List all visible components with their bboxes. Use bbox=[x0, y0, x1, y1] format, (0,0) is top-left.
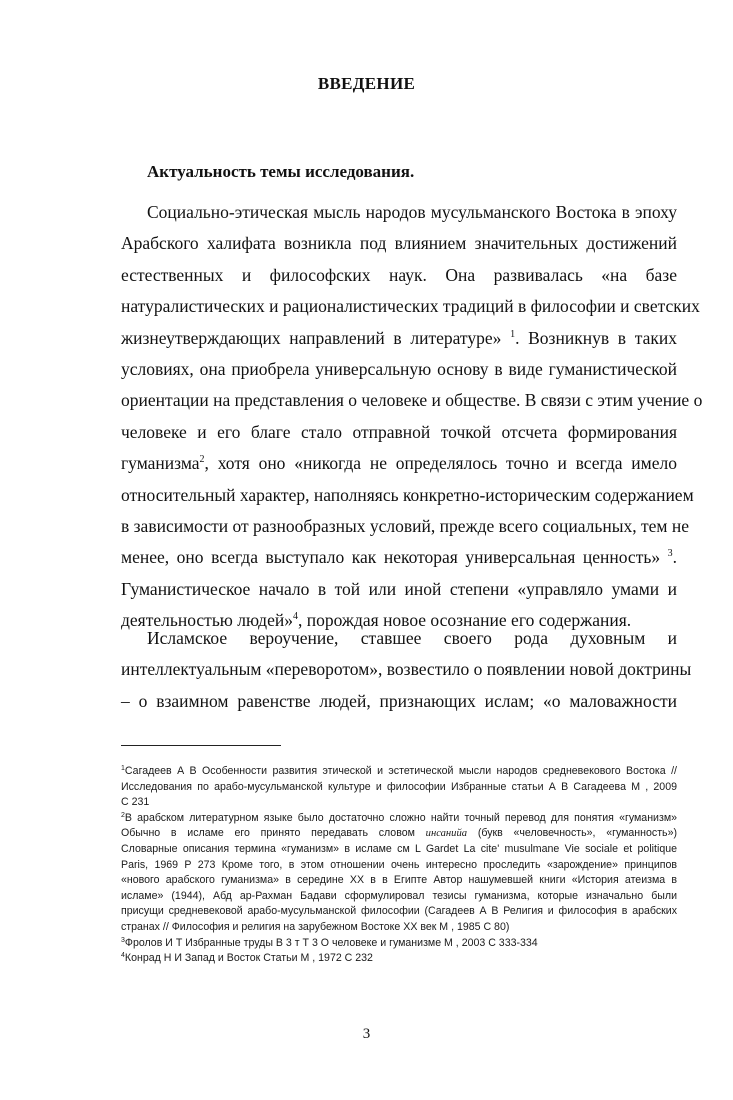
page-title: ВВЕДЕНИЕ bbox=[317, 74, 416, 93]
text-line: Исламское вероучение, ставшее своего рода духовным и bbox=[147, 628, 677, 648]
text-line: Арабского халифата возникла под влиянием значительных достижений bbox=[121, 233, 677, 254]
footnote-line: Словарные описания термина «гуманизм» в исламе см L Gardet La cite' musulmane Vie sociale et politique bbox=[121, 842, 677, 855]
footnote-4: $^4$Конрад Н И Запад и Восток Статьи М , 1972 С 232 bbox=[121, 952, 373, 965]
footnote-line: Обычно в исламе его принято передавать словом инсанийа (букв «человечность», «гуманность») bbox=[121, 827, 677, 840]
footnote-3: $^3$Фролов И Т Избранные труды В 3 т Т 3 О человеке и гуманизме М , 2003 С 333-334 bbox=[121, 936, 538, 949]
text-line: деятельностью людей»$^4$, порождая новое осознание его содержания. bbox=[121, 610, 632, 631]
text-line: натуралистических и рационалистических традиций в философии и светских bbox=[121, 296, 700, 317]
footnote-line: Исследования по арабо-мусульманской культуре и философии Избранные статьи А В Сагадеева М , 2009 bbox=[121, 780, 677, 793]
footnote-1: $^1$Сагадеев А В Особенности развития этической и эстетической мысли народов средневекового Востока // bbox=[121, 765, 677, 777]
footnote-line: Paris, 1969 P 273 Кроме того, в этом отношении очень интересно проследить «зарождение» принципов bbox=[121, 858, 677, 871]
paragraph-2 bbox=[121, 623, 692, 717]
footnote-divider bbox=[121, 745, 281, 746]
footnote-ref-4[interactable]: 4 bbox=[292, 611, 298, 623]
footnote-2: $^2$В арабском литературном языке было достаточно сложно найти точный перевод для понятия «гуманизм» bbox=[121, 811, 677, 824]
text-line: менее, оно всегда выступало как некоторая универсальная ценность» $^3$. bbox=[121, 547, 677, 568]
footnote-line: странах // Философия и религия на зарубежном Востоке XX век М , 1985 С 80) bbox=[121, 920, 510, 933]
footnote-ref-2[interactable]: 2 bbox=[199, 454, 205, 466]
text-line: Социально-этическая мысль народов мусульманского Востока в эпоху bbox=[147, 202, 677, 222]
text-line: естественных и философских наук. Она развивалась «на базе bbox=[121, 264, 677, 285]
footnotes bbox=[121, 764, 677, 967]
footnote-line: исламе» (1944), Абд ар-Рахман Бадави сформулировал тезисы гуманизма, которые изначально были bbox=[121, 889, 677, 902]
text-line: в зависимости от разнообразных условий, прежде всего социальных, тем не bbox=[121, 516, 689, 537]
text-line: человеке и его благе стало отправной точкой отсчета формирования bbox=[121, 421, 677, 442]
text-line: относительный характер, наполняясь конкретно-историческим содержанием bbox=[121, 484, 694, 505]
footnote-line: С 231 bbox=[121, 796, 150, 809]
text-line: – о взаимном равенстве людей, признающих ислам; «о маловажности bbox=[121, 690, 677, 711]
text-line: Гуманистическое начало в той или иной степени «управляло умами и bbox=[121, 578, 677, 599]
text-line: жизнеутверждающих направлений в литературе» $^1$. Возникнув в таких bbox=[121, 327, 677, 348]
footnote-line: «нового арабского гуманизма» в середине XX в в Египте Автор нашумевшей книги «История атеизма в bbox=[121, 874, 677, 887]
text-line: ориентации на представления о человеке и обществе. В связи с этим учение о bbox=[121, 390, 703, 411]
section-heading: Актуальность темы исследования. bbox=[147, 162, 415, 181]
paragraph-1 bbox=[121, 197, 703, 637]
footnote-line: присущи средневековой арабо-мусульманской философии (Сагадеев А В Религия и философия в арабских bbox=[121, 905, 677, 918]
text-line: условиях, она приобрела универсальную основу в виде гуманистической bbox=[121, 359, 677, 380]
footnote-ref-3[interactable]: 3 bbox=[667, 548, 673, 560]
text-line: гуманизма$^2$, хотя оно «никогда не определялось точно и всегда имело bbox=[121, 453, 677, 474]
footnote-ref-1[interactable]: 1 bbox=[510, 328, 516, 340]
page-number: 3 bbox=[362, 1026, 371, 1042]
text-line: интеллектуальным «переворотом», возвестило о появлении новой доктрины bbox=[121, 659, 692, 680]
